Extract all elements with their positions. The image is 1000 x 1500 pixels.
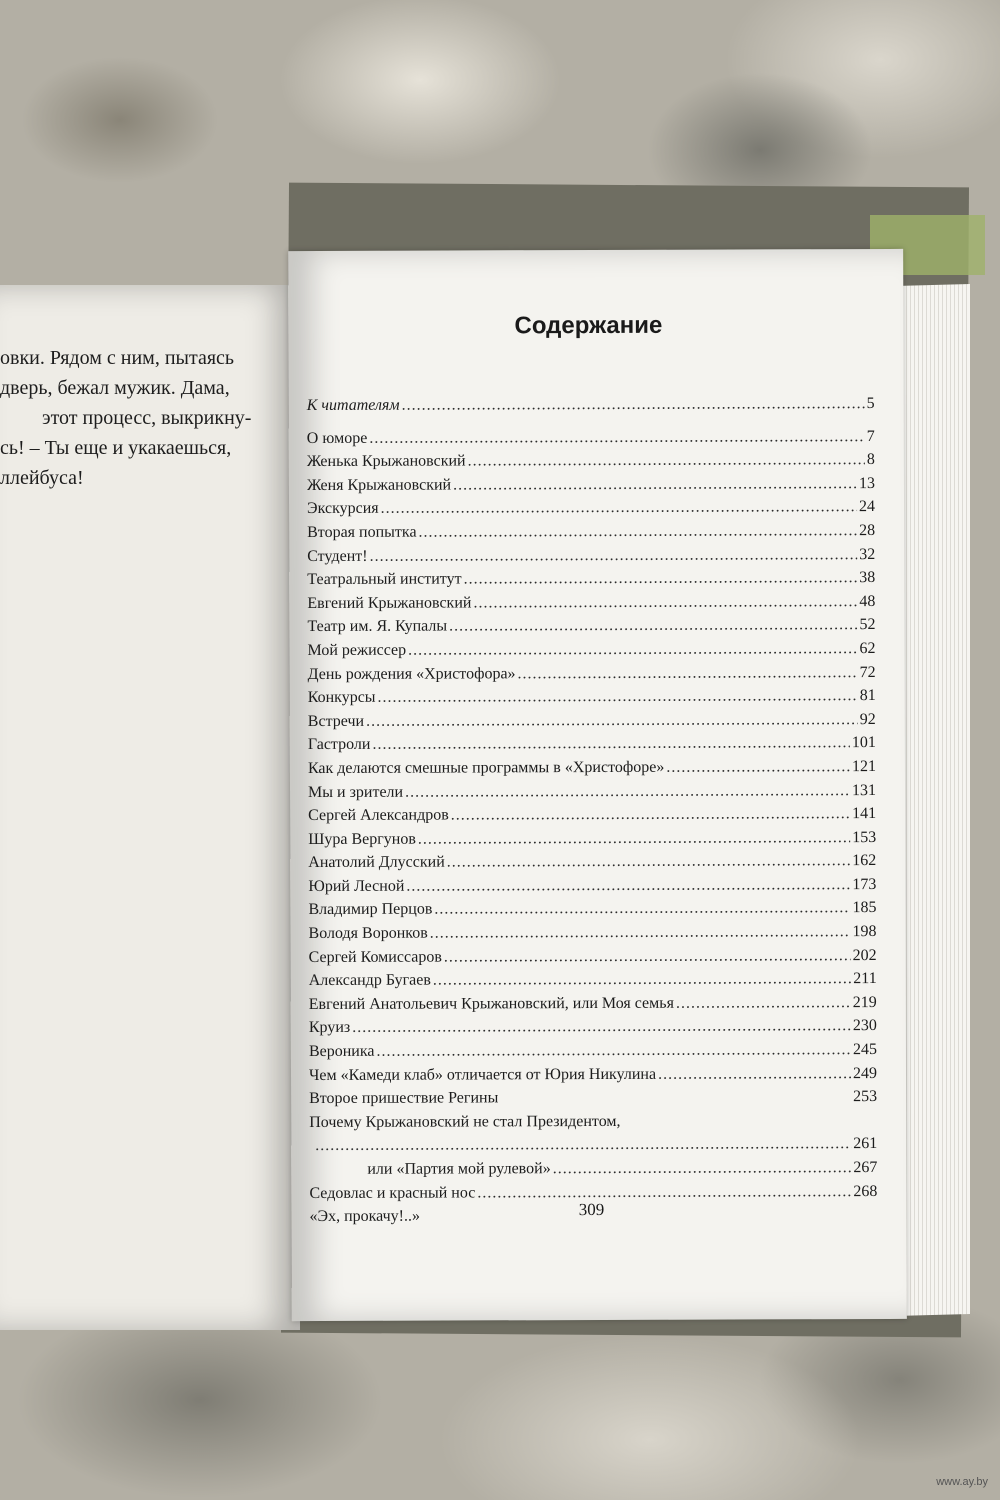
toc-entry-page: 219 (852, 993, 877, 1011)
toc-entry (308, 758, 876, 784)
toc-entry-title: Вероника (308, 1042, 375, 1061)
right-page (288, 249, 907, 1321)
toc-entry (308, 664, 876, 690)
toc-entry (308, 923, 876, 949)
toc-entry-title: Конкурсы (307, 688, 376, 707)
bleed-through-line (0, 515, 4, 535)
toc-entry (307, 498, 875, 524)
toc-entry-title: Владимир Перцов (308, 901, 433, 919)
toc-list (307, 395, 878, 1232)
toc-entry-page: 121 (851, 757, 876, 776)
left-text-line: сь! – Ты еще и укакаешься, (0, 437, 232, 459)
toc-entry (309, 970, 877, 996)
toc-leader-dots (676, 994, 851, 1013)
toc-entry-page: 5 (866, 395, 875, 413)
toc-entry (308, 899, 876, 925)
toc-entry-title: Сергей Комиссаров (308, 948, 442, 966)
toc-leader-dots (464, 569, 858, 588)
toc-entry-title: Женька Крыжановский (306, 452, 466, 471)
toc-leader-dots (430, 923, 851, 942)
toc-entry-page: 101 (851, 734, 876, 752)
toc-entry-title: Александр Бугаев (308, 971, 431, 990)
toc-entry-page: 8 (866, 451, 875, 469)
toc-entry-title: Женя Крыжановский (306, 476, 452, 494)
toc-entry-multiline-second (309, 1159, 877, 1185)
toc-entry (309, 994, 877, 1020)
toc-entry-title: Мы и зрители (307, 783, 404, 801)
toc-entry (307, 395, 875, 421)
toc-entry-page: 202 (852, 946, 877, 964)
left-text-line: дверь, бежал мужик. Дама, (0, 377, 230, 399)
toc-leader-dots (418, 829, 850, 849)
toc-entry-title: Вторая попытка (307, 523, 417, 541)
toc-entry (307, 546, 875, 572)
toc-entry-title: Седовлас и красный нос (309, 1184, 476, 1202)
left-text-line: этот процесс, выкрикну- (42, 407, 252, 429)
toc-entry-page: 81 (859, 687, 876, 705)
watermark: www.ay.by (936, 1476, 988, 1488)
toc-leader-dots (468, 451, 865, 470)
toc-entry-page: 153 (852, 828, 877, 846)
toc-entry (308, 687, 876, 713)
toc-entry-page: 141 (852, 805, 877, 823)
toc-entry-title: Мой режиссер (307, 641, 407, 659)
toc-leader-dots (433, 970, 851, 989)
toc-entry-title: Экскурсия (307, 500, 379, 518)
toc-leader-dots (451, 805, 850, 824)
toc-leader-dots (666, 758, 850, 777)
toc-entry (308, 711, 876, 737)
toc-entry (307, 616, 875, 642)
toc-entry-page: 7 (866, 427, 875, 445)
toc-leader-dots (518, 664, 858, 683)
toc-entry-page: 38 (859, 569, 876, 587)
toc-entry-page: 211 (853, 970, 877, 988)
toc-entry (307, 451, 875, 477)
toc-entry-page: 245 (852, 1041, 877, 1059)
toc-entry (309, 1088, 877, 1114)
toc-entry (308, 876, 876, 902)
toc-leader-dots (658, 1065, 851, 1084)
toc-leader-dots (405, 782, 850, 802)
toc-entry-page: 52 (859, 616, 876, 634)
toc-leader-dots (473, 593, 857, 612)
toc-leader-dots (449, 616, 857, 635)
toc-leader-dots (378, 687, 858, 707)
toc-entry-title: Чем «Камеди клаб» отличается от Юрия Никулина (308, 1065, 657, 1084)
toc-entry-title: День рождения «Христофора» (307, 664, 516, 683)
toc-leader-dots (447, 852, 851, 871)
toc-leader-dots (434, 900, 850, 919)
toc-entry-page: 162 (852, 852, 877, 870)
page-number: 309 (578, 1199, 605, 1220)
toc-entry-page: 72 (859, 663, 876, 681)
toc-entry-title: Второе пришествие Регины (309, 1089, 499, 1108)
toc-entry-page: 24 (859, 498, 876, 516)
toc-entry-page: 253 (853, 1088, 878, 1106)
toc-leader-dots (352, 1018, 851, 1038)
toc-entry-title: Почему Крыжановский не стал Президентом, (309, 1112, 621, 1131)
toc-entry-title: О юморе (306, 429, 368, 447)
toc-entry-title: Шура Вергунов (308, 830, 416, 848)
toc-entry-title: «Эх, прокачу!..» (309, 1207, 421, 1226)
toc-leader-dots (553, 1159, 852, 1178)
toc-entry (308, 782, 876, 808)
toc-entry (308, 734, 876, 760)
toc-leader-dots (408, 640, 857, 660)
toc-leader-dots (372, 734, 849, 754)
toc-entry (307, 569, 875, 595)
toc-leader-dots (315, 1136, 851, 1156)
toc-entry-title: Как делаются смешные программы в «Христофоре» (307, 758, 665, 777)
toc-entry-title: или «Партия мой рулевой» (367, 1160, 551, 1178)
toc-entry-page: 267 (853, 1159, 878, 1177)
toc-entry-page: 173 (852, 875, 877, 893)
toc-entry-title: Студент! (307, 547, 368, 565)
toc-entry (308, 829, 876, 855)
toc-entry-page: 185 (852, 899, 877, 917)
toc-entry (309, 1017, 877, 1043)
toc-entry (308, 852, 876, 878)
toc-leader-dots (366, 711, 858, 731)
toc-entry-page: 92 (859, 710, 876, 728)
toc-entry-title: Круиз (308, 1019, 351, 1037)
toc-entry-page: 249 (852, 1064, 878, 1082)
toc-entry-title: Сергей Александров (308, 806, 449, 825)
toc-entry-page: 13 (858, 474, 875, 492)
toc-entry (309, 1041, 877, 1067)
toc-leader-dots (444, 947, 851, 966)
toc-leader-dots (381, 498, 857, 518)
toc-entry (309, 947, 877, 973)
toc-entry-title: Юрий Лесной (308, 877, 405, 895)
toc-entry (308, 805, 876, 831)
toc-entry-page: 261 (853, 1135, 878, 1153)
toc-entry-page: 131 (851, 781, 877, 799)
toc-leader-dots (406, 876, 850, 896)
toc-entry-title: Евгений Крыжановский (307, 594, 472, 612)
toc-leader-dots (376, 1041, 851, 1061)
toc-leader-dots (419, 522, 858, 542)
toc-entry-title: Театральный институт (307, 570, 462, 589)
toc-entry-title: Анатолий Длусский (308, 853, 445, 872)
toc-entry (307, 593, 875, 619)
toc-entry-title: Встречи (307, 712, 365, 730)
toc-entry-page: 32 (859, 545, 876, 563)
toc-entry-page: 48 (859, 592, 876, 610)
toc-leader-dots (369, 428, 865, 448)
toc-entry-title: Гастроли (307, 736, 371, 754)
toc-entry-title: Евгений Анатольевич Крыжановский, или Моя семья (308, 994, 674, 1013)
toc-leader-dots (402, 395, 865, 415)
toc-entry (309, 1065, 877, 1091)
toc-entry-title: Театр им. Я. Купалы (307, 617, 448, 636)
toc-entry (307, 475, 875, 501)
left-page (0, 285, 300, 1330)
toc-entry-page: 268 (853, 1182, 878, 1200)
left-text-line: ллейбуса! (0, 467, 84, 489)
toc-entry-multiline (309, 1112, 877, 1138)
toc-leader-dots (370, 546, 858, 566)
toc-entry (307, 640, 875, 666)
toc-entry (307, 428, 875, 454)
toc-entry-title: К читателям (306, 396, 400, 415)
toc-entry-multiline-cont (309, 1135, 877, 1161)
toc-entry-page: 62 (859, 639, 876, 658)
left-text-line: овки. Рядом с ним, пытаясь (0, 347, 235, 369)
toc-entry-page: 230 (852, 1017, 877, 1035)
toc-title: Содержание (514, 311, 663, 340)
toc-entry-page: 28 (859, 521, 876, 540)
toc-entry-page: 198 (852, 923, 877, 941)
toc-entry (307, 522, 875, 548)
toc-entry-title: Володя Воронков (308, 924, 428, 943)
toc-leader-dots (453, 475, 857, 494)
